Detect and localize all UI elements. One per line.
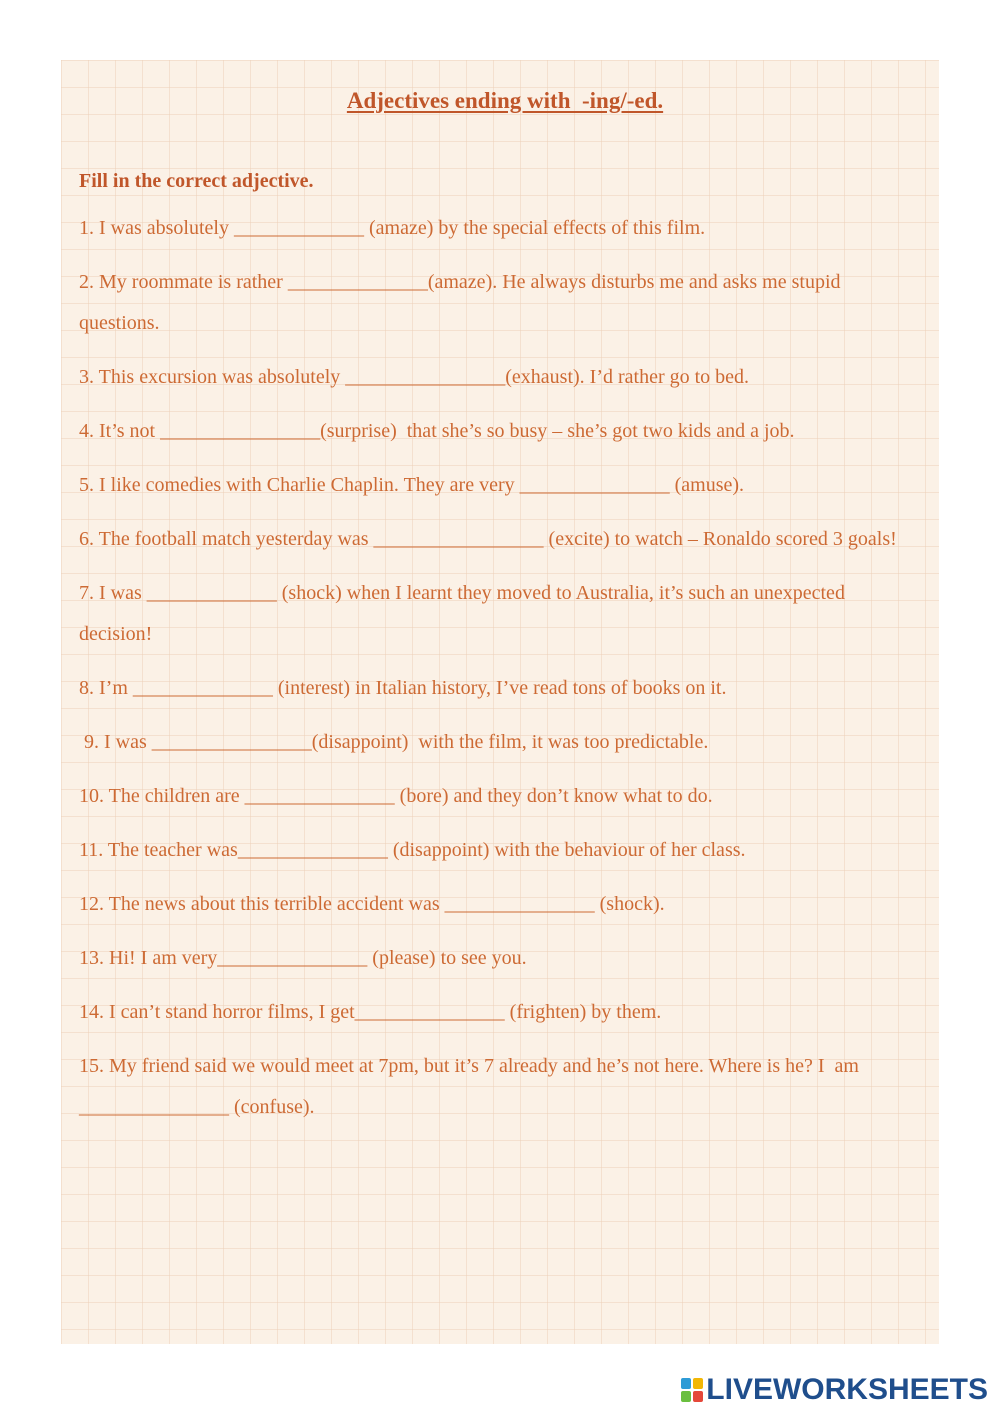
instruction-text: Fill in the correct adjective. [79, 170, 314, 192]
question-item: 7. I was _____________ (shock) when I learnt they moved to Australia, it’s such an unexpected decision! [79, 582, 850, 645]
question-item: 11. The teacher was_______________ (disappoint) with the behaviour of her class. [79, 839, 746, 861]
liveworksheets-logo[interactable] [681, 1373, 988, 1407]
question-item: 8. I’m ______________ (interest) in Italian history, I’ve read tons of books on it. [79, 677, 727, 699]
worksheet-page [61, 60, 939, 1344]
liveworksheets-logo-icon [681, 1378, 703, 1402]
question-item: 9. I was ________________(disappoint) with the film, it was too predictable. [79, 731, 709, 753]
worksheet-title: Adjectives ending with -ing/-ed. [346, 88, 664, 113]
question-item: 12. The news about this terrible accident was _______________ (shock). [79, 893, 665, 915]
question-item: 2. My roommate is rather ______________(amaze). He always disturbs me and asks me stupid questions. [79, 271, 846, 334]
question-item: 15. My friend said we would meet at 7pm, but it’s 7 already and he’s not here. Where is he? I am _______________ (confuse). [79, 1055, 864, 1118]
question-item: 4. It’s not ________________(surprise) that she’s so busy – she’s got two kids and a job. [79, 420, 795, 442]
logo-text: LIVEWORKSHEETS [706, 1373, 988, 1406]
question-item: 13. Hi! I am very_______________ (please) to see you. [79, 947, 527, 969]
question-item: 3. This excursion was absolutely ________________(exhaust). I’d rather go to bed. [79, 366, 750, 388]
question-item: 6. The football match yesterday was _________________ (excite) to watch – Ronaldo scored 3 goals! [79, 528, 897, 550]
question-item: 5. I like comedies with Charlie Chaplin. They are very _______________ (amuse). [79, 474, 745, 496]
question-item: 1. I was absolutely _____________ (amaze) by the special effects of this film. [79, 217, 706, 239]
question-item: 10. The children are _______________ (bore) and they don’t know what to do. [79, 785, 713, 807]
question-item: 14. I can’t stand horror films, I get_______________ (frighten) by them. [79, 1001, 662, 1023]
question-list [79, 208, 919, 1141]
